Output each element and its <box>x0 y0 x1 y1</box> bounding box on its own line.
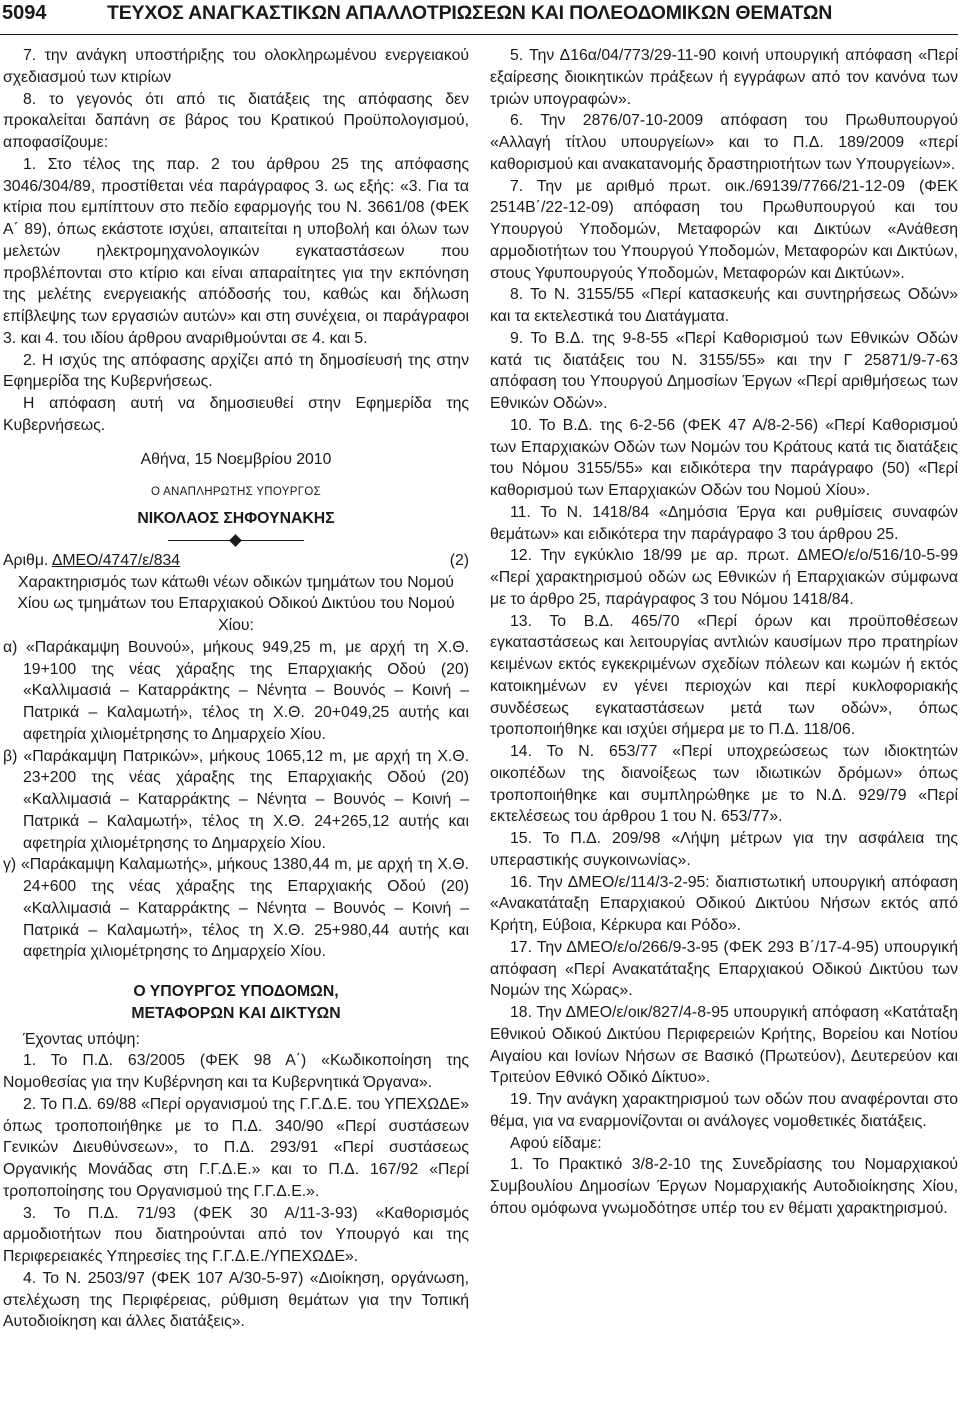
legal-item: 12. Την εγκύκλιο 18/99 με αρ. πρωτ. ΔΜΕΟ/ε/ο/516/10-5-99 «Περί χαρακτηρισμού οδών ως Εθνικών ή Επαρχιακών σύμφωνα με το άρθρο 25, παράγραφος 3 του Νόμου 1418/84. <box>490 547 958 608</box>
intro-paragraph: Η απόφαση αυτή να δημοσιευθεί στην Εφημερίδα της Κυβερνήσεως. <box>3 395 469 434</box>
intro-paragraph: 2. Η ισχύς της απόφασης αρχίζει από τη δημοσίευσή της στην Εφημερίδα της Κυβερνήσεως. <box>3 351 469 391</box>
opinion-item: 1. Το Πρακτικό 3/8-2-10 της Συνεδρίασης του Νομαρχιακού Συμβουλίου Δημοσίων Έργων Νομαρχιακής Αυτοδιοίκησης Χίου, όπου ομόφωνα γνωμοδότησε υπέρ του εν θέματι χαρακτηρισμού. <box>490 1156 958 1217</box>
legal-item: 7. Την με αριθμό πρωτ. οικ./69139/7766/21-12-09 (ΦΕΚ 2514Β΄/22-12-09) απόφαση του Πρωθυπουργού και του Υπουργού Υποδομών, Μεταφορών και Δικτύων «Ανάθεση αρμοδιοτήτων του Υπουργού Υποδομών, Μεταφορών και Δικτύων, στους Υφυπουργούς Υποδομών, Μεταφορών και Δικτύων». <box>490 177 958 282</box>
right-column <box>490 45 958 1220</box>
legal-item: 14. Το Ν. 653/77 «Περί υποχρεώσεως των ιδιοκτητών οικοπέδων της διανοίξεως των ιδιωτικών δρόμων» όπως τροποποιήθηκε και συμπληρώθηκε με το Ν.Δ. 929/79 «Περί εκτελέσεως του άρθρου 1 του Ν. 653/77». <box>490 743 958 826</box>
decision-prefix: Αριθμ. <box>3 551 49 569</box>
decision-title: Χαρακτηρισμός των κάτωθι νέων οδικών τμημάτων του Νομού Χίου ως τμημάτων του Επαρχιακού Οδικού Δικτύου του Νομού Χίου: <box>17 573 455 634</box>
legal-item: 9. Το Β.Δ. της 9-8-55 «Περί Καθορισμού των Εθνικών Οδών κατά τις διατάξεις του Ν. 3155/55» και την Γ 25871/9-7-63 απόφαση του Υπουργού Δημοσίων Έργων «Περί αριθμήσεως των Εθνικών Οδών». <box>490 329 958 412</box>
signer-name: ΝΙΚΟΛΑΟΣ ΣΗΦΟΥΝΑΚΗΣ <box>137 510 335 527</box>
legal-item: 11. Το Ν. 1418/84 «Δημόσια Έργα και ρυθμίσεις συναφών θεμάτων» και ειδικότερα την παράγραφο 3 του άρθρου 25. <box>490 503 958 543</box>
decision-number: ΔΜΕΟ/4747/ε/834 <box>51 551 181 569</box>
section-divider <box>168 534 304 548</box>
minister-heading: Ο ΥΠΟΥΡΓΟΣ ΥΠΟΔΟΜΩΝ, <box>133 983 339 1000</box>
minister-heading: ΜΕΤΑΦΟΡΩΝ ΚΑΙ ΔΙΚΤΥΩΝ <box>131 1004 341 1022</box>
road-item: α) «Παράκαμψη Βουνού», μήκους 949,25 m, με αρχή τη Χ.Θ. 19+100 της νέας χάραξης της Επαρχιακής Οδού (20) «Καλλιμασιά – Καταρράκτης – Νένητα – Βουνός – Κοινή – Πατρικά – Καλαμωτή», τέλος τη Χ.Θ. 20+049,25 αυτής και αφετηρία χιλιομέτρησης το Δημαρχείο Χίου. <box>3 638 469 743</box>
intro-paragraph: 7. την ανάγκη υποστήριξης του ολοκληρωμένου ενεργειακού σχεδιασμού των κτιρίων <box>3 47 469 86</box>
signer-title: Ο ΑΝΑΠΛΗΡΩΤΗΣ ΥΠΟΥΡΓΟΣ <box>150 486 321 499</box>
considering-item: 4. Το Ν. 2503/97 (ΦΕΚ 107 Α/30-5-97) «Διοίκηση, οργάνωση, στελέχωση της Περιφέρειας, ρύθμιση θεμάτων για την Τοπική Αυτοδιοίκηση και άλλες διατάξεις». <box>3 1269 469 1331</box>
decision-number-group <box>3 550 180 572</box>
legal-item: 13. Το Β.Δ. 465/70 «Περί όρων και προϋποθέσεων εγκαταστάσεως και λειτουργίας αντλιών καυσίμων προ πρατηρίων κειμένων εκτός εγκεκριμένων σχεδίων πόλεων και κωμών ή εκτός κατοικημένων εν γένει περιοχών και περί κυκλοφοριακής συνδέσεως εγκαταστάσεων μετά των οδών», όπως τροποποιήθηκε και ισχύει σήμερα με το Π.Δ. 118/06. <box>490 612 958 739</box>
running-title: ΤΕΥΧΟΣ ΑΝΑΓΚΑΣΤΙΚΩΝ ΑΠΑΛΛΟΤΡΙΩΣΕΩΝ ΚΑΙ ΠΟΛΕΟΔΟΜΙΚΩΝ ΘΕΜΑΤΩΝ <box>107 2 833 24</box>
legal-item: 6. Την 2876/07-10-2009 απόφαση του Πρωθυπουργού «Αλλαγή τίτλου υπουργείων» και το Π.Δ. 189/2009 «περί καθορισμού και ανακατανομής δραστηριοτήτων των Υπουργείων». <box>490 112 958 173</box>
page-header <box>0 0 960 36</box>
page-number: 5094 <box>2 2 47 24</box>
intro-paragraph: 1. Στο τέλος της παρ. 2 του άρθρου 25 της απόφασης 3046/304/89, προστίθεται νέα παράγραφος 3. ως εξής: «3. Για τα κτίρια που εμπίπτουν στο πεδίο εφαρμογής του Ν. 3661/08 (ΦΕΚ Α΄ 89), όπως εκάστοτε ισχύει, απαιτείται η υποβολή και όλων των μελετών ηλεκτρομηχανολογικών εγκαταστάσεων που προβλέπονται στο κτίριο και είναι απαραίτητες για την εκπόνηση της μελέτης ενεργειακής απόδοσής του, καθώς και δήλωση επίβλεψης των εργασιών αυτών» και στη συνέχεια, οι παράγραφοι 3. και 4. του ιδίου άρθρου αναριθμούνται σε 4. και 5. <box>3 155 469 347</box>
diamond-icon <box>229 534 242 547</box>
header-rule <box>0 34 958 35</box>
considering-label: Έχοντας υπόψη: <box>23 1030 140 1048</box>
intro-paragraph: 8. το γεγονός ότι από τις διατάξεις της απόφασης δεν προκαλείται δαπάνη σε βάρος του Κρατικού Προϋπολογισμού, αποφασίζουμε: <box>3 90 469 151</box>
legal-item: 19. Την ανάγκη χαρακτηρισμού των οδών που αναφέρονται στο θέμα, για να εναρμονίζονται οι ανάλογες νομοθετικές διατάξεις. <box>490 1091 958 1130</box>
opinion-label: Αφού είδαμε: <box>510 1134 602 1152</box>
decision-index: (2) <box>449 551 469 569</box>
considering-item: 1. Το Π.Δ. 63/2005 (ΦΕΚ 98 Α΄) «Κωδικοποίηση της Νομοθεσίας για την Κυβέρνηση και τα Κυβερνητικά Όργανα». <box>3 1052 469 1091</box>
considering-item: 3. Το Π.Δ. 71/93 (ΦΕΚ 30 Α/11-3-93) «Καθορισμός αρμοδιοτήτων που διατηρούνται από τον Υπουργό και της Περιφερειακές Υπηρεσίες της Γ.Γ.Δ.Ε./ΥΠΕΧΩΔΕ». <box>3 1204 469 1265</box>
road-item: γ) «Παράκαμψη Καλαμωτής», μήκους 1380,44 m, με αρχή τη Χ.Θ. 24+600 της νέας χάραξης της Επαρχιακής Οδού (20) «Καλλιμασιά – Καταρράκτης – Νένητα – Βουνός – Κοινή – Πατρικά – Καλαμωτή», τέλος τη Χ.Θ. 25+980,44 αυτής και αφετηρία χιλιομέτρησης το Δημαρχείο Χίου. <box>3 856 469 961</box>
left-column <box>3 45 469 1333</box>
legal-item: 18. Την ΔΜΕΟ/ε/οικ/827/4-8-95 υπουργική απόφαση «Κατάταξη Εθνικού Οδικού Δικτύου Περιφερειών Κρήτης, Βορείου και Νοτίου Αιγαίου και Ιονίων Νήσων σε Βασικό (Πρωτεύον), Δευτερεύον και Τριτεύον Εθνικό Οδικό Δίκτυο». <box>490 1004 958 1087</box>
legal-item: 10. Το Β.Δ. της 6-2-56 (ΦΕΚ 47 Α/8-2-56) «Περί Καθορισμού των Επαρχιακών Οδών των Νομών του Κράτους κατά τις διατάξεις του Νόμου 3155/55» και ειδικότερα την παράγραφο (50) «Περί καθορισμού των Επαρχιακών Οδών του Νομού Χίου». <box>490 416 958 499</box>
legal-item: 17. Την ΔΜΕΟ/ε/ο/266/9-3-95 (ΦΕΚ 293 Β΄/17-4-95) υπουργική απόφαση «Περί Ανακατάταξης Επαρχιακού Οδικού Δικτύου των Νομών της Χώρας». <box>490 938 958 1000</box>
road-item: β) «Παράκαμψη Πατρικών», μήκους 1065,12 m, με αρχή τη Χ.Θ. 23+200 της νέας χάραξης της Επαρχιακής Οδού (20) «Καλλιμασιά – Καταρράκτης – Νένητα – Βουνός – Κοινή – Πατρικά – Καλαμωτή», τέλος τη Χ.Θ. 24+265,12 αυτής και αφετηρία χιλιομέτρησης το Δημαρχείο Χίου. <box>3 747 469 852</box>
legal-item: 5. Την Δ16α/04/773/29-11-90 κοινή υπουργική απόφαση «Περί εξαίρεσης διοικητικών πράξεων ή εγγράφων από τον κανόνα των τριών υπογραφών». <box>490 47 958 108</box>
legal-item: 16. Την ΔΜΕΟ/ε/114/3-2-95: διαπιστωτική υπουργική απόφαση «Ανακατάταξη Επαρχιακού Οδικού Δικτύου Νήσων εκτός από Κρήτη, Εύβοια, Κέρκυρα και Ρόδο». <box>490 873 958 934</box>
decision-number-line <box>3 550 469 572</box>
place-date: Αθήνα, 15 Νοεμβρίου 2010 <box>140 450 332 468</box>
legal-item: 8. Το Ν. 3155/55 «Περί κατασκευής και συντηρήσεως Οδών» και τα εκτελεστικά του Διατάγματα. <box>490 286 958 325</box>
legal-item: 15. Το Π.Δ. 209/98 «Λήψη μέτρων για την ασφάλεια της υπεραστικής συγκοινωνίας». <box>490 830 958 869</box>
considering-item: 2. Το Π.Δ. 69/88 «Περί οργανισμού της Γ.Γ.Δ.Ε. του ΥΠΕΧΩΔΕ» όπως τροποποιήθηκε με το Π.Δ. 340/90 «Περί συστάσεων Γενικών Διευθύνσεων», το Π.Δ. 293/91 «Περί συστάσεως Οργανικής Μονάδας στη Γ.Γ.Δ.Ε.» και το Π.Δ. 167/92 «Περί τροποποίησης του Οργανισμού της Γ.Γ.Δ.Ε.». <box>3 1095 469 1200</box>
